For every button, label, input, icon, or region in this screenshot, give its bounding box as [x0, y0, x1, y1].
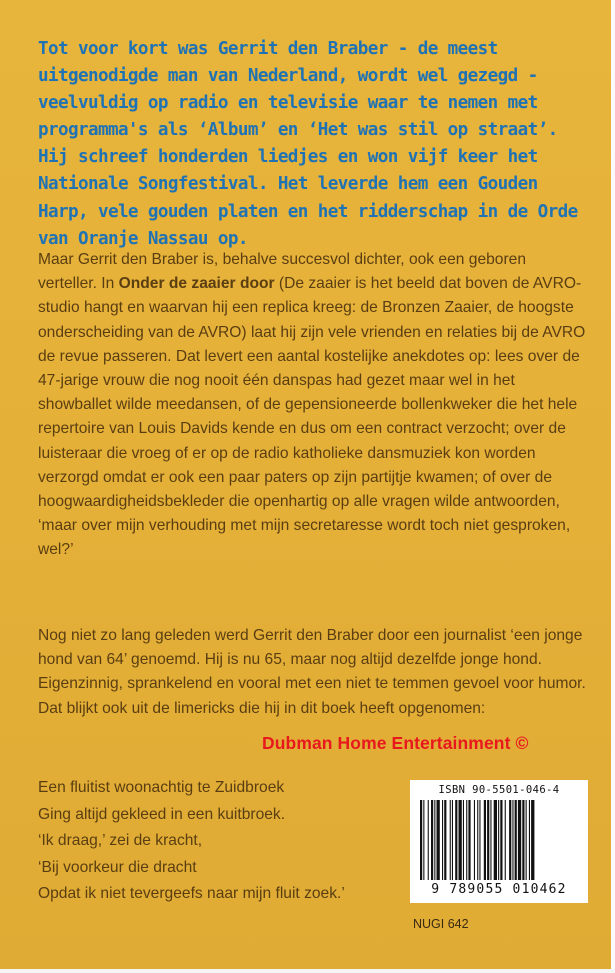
barcode-bar: [479, 800, 480, 880]
barcode-bar: [477, 800, 478, 880]
barcode-bar: [522, 800, 524, 880]
barcode-bar: [529, 800, 530, 880]
watermark-text: Dubman Home Entertainment ©: [262, 733, 529, 753]
nugi-code: NUGI 642: [413, 917, 469, 931]
cover-edge: [611, 0, 615, 973]
barcode-bar: [442, 800, 443, 880]
book-title-inline: Onder de zaaier door: [118, 275, 275, 293]
intro-blurb: Tot voor kort was Gerrit den Braber - de meest uitgenodigde man van Nederland, wordt wel gezegd - veelvuldig op radio en televisie waar te nemen met programma's als ‘Album’ en ‘Het was stil op straat’. Hij schreef honderden liedjes en won vijf keer het Nationale Songfestival. Het leverde hem een Gouden Harp, vele gouden platen en het ridderschap in de Orde van Oranje Nassau op.: [38, 39, 578, 249]
limerick-line: ‘Ik draag,’ zei de kracht,: [38, 832, 203, 849]
barcode-bar: [509, 800, 511, 880]
barcode-bar: [494, 800, 497, 880]
barcode-bar: [423, 800, 424, 880]
barcode-bar: [434, 800, 435, 880]
barcode-bar: [505, 800, 506, 880]
limerick: [38, 775, 398, 908]
limerick-line: ‘Bij voorkeur die dracht: [38, 858, 197, 876]
barcode-bar: [500, 800, 502, 880]
barcode-bar: [420, 800, 422, 880]
barcode-bar: [498, 800, 499, 880]
description-paragraph: [38, 248, 588, 563]
barcode-bars: [420, 800, 580, 880]
barcode-bar: [428, 800, 429, 880]
barcode-bar: [463, 800, 464, 880]
isbn-barcode: [410, 780, 588, 903]
description-text-start: Maar Gerrit den Braber is, behalve succesvol dichter, ook een geboren verteller. In: [38, 251, 527, 293]
barcode-bar: [518, 800, 521, 880]
barcode-bar: [487, 800, 489, 880]
barcode-bar: [531, 800, 534, 880]
limerick-line: Opdat ik niet tevergeefs naar mijn fluit zoek.’: [38, 885, 345, 902]
barcode-bar: [452, 800, 453, 880]
barcode-bar: [455, 800, 457, 880]
barcode-bar: [431, 800, 433, 880]
barcode-bar: [474, 800, 475, 880]
barcode-bar: [490, 800, 491, 880]
barcode-bar: [444, 800, 446, 880]
barcode-bar: [526, 800, 527, 880]
author-paragraph: Nog niet zo lang geleden werd Gerrit den Braber door een journalist ‘een jonge hond van 64’ genoemd. Hij is nu 65, maar nog altijd dezelfde jonge hond. Eigenzinnig, sprankelend en vooral met een niet te temmen gevoel voor humor. Dat blijkt ook uit de limericks die hij in dit boek heeft opgenomen:: [38, 627, 586, 717]
barcode-bar: [459, 800, 462, 880]
ean-number: 9 789055 010462: [431, 882, 567, 897]
isbn-number: ISBN 90-5501-046-4: [438, 784, 560, 796]
barcode-bar: [484, 800, 486, 880]
cover-edge: [0, 969, 615, 973]
barcode-bar: [450, 800, 451, 880]
barcode-bar: [466, 800, 467, 880]
description-text-rest: (De zaaier is het beeld dat boven de AVRO-studio hangt en waarvan hij een replica kreeg: de Bronzen Zaaier, de hoogste onderscheiding van de AVRO) laat hij zijn vele vrienden en relaties bij de AVRO de revue passeren. Dat levert een aantal kostelijke anekdotes op: lees over de 47-jarige vrouw die nog nooit één danspas had gezet maar wel in het showballet wilde meedansen, of de gepensioneerde bollenkweker die het hele repertoire van Louis Davids kende en dus om een contract verzocht; over de luisteraar die vroeg of er op de radio katholieke dansmuziek kon worden verzorgd omdat er ook een paar paters op zijn partijtje kwamen; of over de hoogwaardigheidsbekleder die openhartig op alle vragen wilde antwoorden, ‘maar over mijn verhouding met mijn secretaresse wordt toch niet gesproken, wel?’: [38, 275, 586, 559]
limerick-line: Een fluitist woonachtig te Zuidbroek: [38, 779, 285, 796]
barcode-bar: [468, 800, 470, 880]
barcode-bar: [515, 800, 517, 880]
barcode-bar: [437, 800, 440, 880]
limerick-line: Ging altijd gekleed in een kuitbroek.: [38, 805, 286, 823]
barcode-bar: [512, 800, 513, 880]
